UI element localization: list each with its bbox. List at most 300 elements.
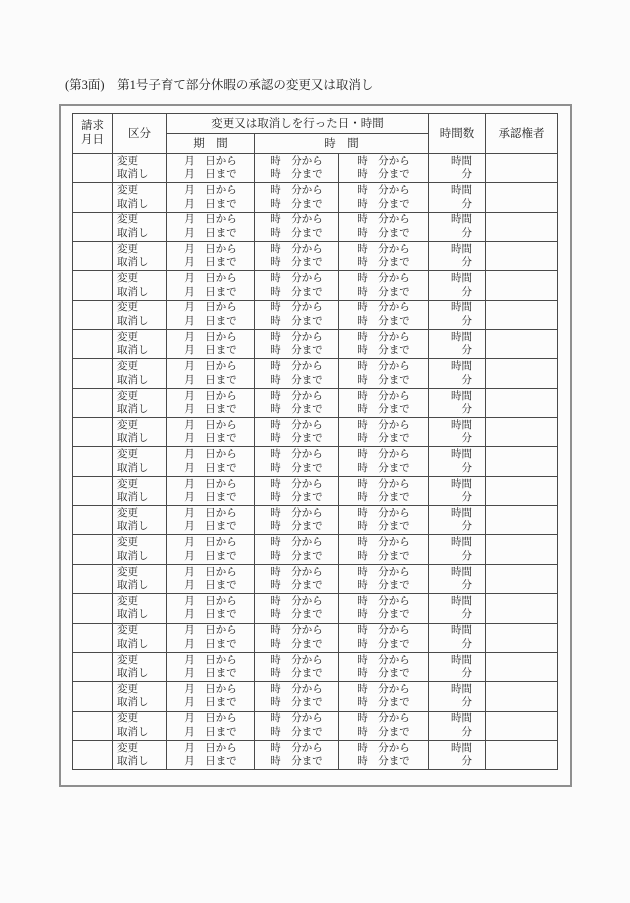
- hours-label: 時間: [451, 713, 473, 725]
- time-second-from-label: 時 分から: [357, 537, 410, 549]
- category-cell: [113, 300, 167, 329]
- minutes-label: 分: [461, 462, 473, 474]
- request-date-cell: [73, 623, 113, 652]
- time-second-from-label: 時 分から: [357, 566, 410, 578]
- minutes-label: 分: [461, 638, 473, 650]
- time-first-to-label: 時 分まで: [270, 579, 323, 591]
- request-date-cell: [73, 418, 113, 447]
- time-second-cell: [339, 388, 429, 417]
- time-first-to-label: 時 分まで: [270, 726, 323, 738]
- period-from-label: 月 日から: [184, 449, 237, 461]
- hours-cell: [429, 271, 486, 300]
- time-second-from-label: 時 分から: [357, 331, 410, 343]
- minutes-label: 分: [461, 491, 473, 503]
- hours-cell: [429, 418, 486, 447]
- category-change-label: 変更: [117, 331, 138, 343]
- category-cell: [113, 594, 167, 623]
- period-from-label: 月 日から: [184, 595, 237, 607]
- minutes-label: 分: [461, 697, 473, 709]
- category-cancel-label: 取消し: [117, 462, 149, 474]
- time-second-to-label: 時 分まで: [357, 257, 410, 269]
- period-from-label: 月 日から: [184, 273, 237, 285]
- period-cell: [167, 711, 255, 740]
- time-second-cell: [339, 652, 429, 681]
- period-cell: [167, 271, 255, 300]
- time-second-from-label: 時 分から: [357, 390, 410, 402]
- request-date-cell: [73, 212, 113, 241]
- time-second-to-label: 時 分まで: [357, 227, 410, 239]
- time-first-cell: [255, 154, 339, 183]
- time-second-from-label: 時 分から: [357, 742, 410, 754]
- header-category: 区分: [113, 114, 167, 154]
- period-to-label: 月 日まで: [184, 169, 237, 181]
- table-row: [73, 212, 558, 241]
- time-first-to-label: 時 分まで: [270, 374, 323, 386]
- time-second-to-label: 時 分まで: [357, 374, 410, 386]
- period-to-label: 月 日まで: [184, 638, 237, 650]
- time-second-to-label: 時 分まで: [357, 579, 410, 591]
- category-cell: [113, 359, 167, 388]
- time-first-to-label: 時 分まで: [270, 491, 323, 503]
- hours-label: 時間: [451, 390, 473, 402]
- time-second-cell: [339, 300, 429, 329]
- time-first-to-label: 時 分まで: [270, 286, 323, 298]
- time-second-to-label: 時 分まで: [357, 286, 410, 298]
- time-first-from-label: 時 分から: [270, 390, 323, 402]
- time-second-cell: [339, 271, 429, 300]
- category-cancel-label: 取消し: [117, 609, 149, 621]
- period-to-label: 月 日まで: [184, 668, 237, 680]
- page-title: (第3面) 第1号子育て部分休暇の承認の変更又は取消し: [65, 78, 374, 92]
- table-row: [73, 300, 558, 329]
- period-from-label: 月 日から: [184, 185, 237, 197]
- approver-cell: [486, 740, 558, 769]
- form-border: [59, 104, 572, 787]
- table-row: [73, 594, 558, 623]
- request-date-cell: [73, 594, 113, 623]
- category-cancel-label: 取消し: [117, 433, 149, 445]
- period-to-label: 月 日まで: [184, 462, 237, 474]
- leave-change-table: [72, 113, 558, 770]
- approver-cell: [486, 212, 558, 241]
- period-from-label: 月 日から: [184, 625, 237, 637]
- category-cancel-label: 取消し: [117, 257, 149, 269]
- hours-cell: [429, 711, 486, 740]
- category-cancel-label: 取消し: [117, 345, 149, 357]
- time-first-to-label: 時 分まで: [270, 638, 323, 650]
- period-to-label: 月 日まで: [184, 697, 237, 709]
- period-to-label: 月 日まで: [184, 257, 237, 269]
- time-first-from-label: 時 分から: [270, 273, 323, 285]
- hours-cell: [429, 564, 486, 593]
- category-cancel-label: 取消し: [117, 550, 149, 562]
- category-cancel-label: 取消し: [117, 169, 149, 181]
- time-first-to-label: 時 分まで: [270, 697, 323, 709]
- category-cancel-label: 取消し: [117, 638, 149, 650]
- period-cell: [167, 740, 255, 769]
- request-date-cell: [73, 183, 113, 212]
- header-request-date-line2: 月日: [81, 133, 104, 146]
- period-from-label: 月 日から: [184, 361, 237, 373]
- time-first-cell: [255, 271, 339, 300]
- table-row: [73, 271, 558, 300]
- time-first-to-label: 時 分まで: [270, 169, 323, 181]
- time-first-from-label: 時 分から: [270, 302, 323, 314]
- time-first-from-label: 時 分から: [270, 478, 323, 490]
- category-change-label: 変更: [117, 478, 138, 490]
- time-second-cell: [339, 476, 429, 505]
- category-change-label: 変更: [117, 390, 138, 402]
- category-cell: [113, 623, 167, 652]
- time-second-to-label: 時 分まで: [357, 462, 410, 474]
- time-second-cell: [339, 183, 429, 212]
- period-to-label: 月 日まで: [184, 726, 237, 738]
- period-cell: [167, 594, 255, 623]
- period-cell: [167, 506, 255, 535]
- period-cell: [167, 623, 255, 652]
- table-row: [73, 535, 558, 564]
- approver-cell: [486, 271, 558, 300]
- time-second-to-label: 時 分まで: [357, 550, 410, 562]
- approver-cell: [486, 300, 558, 329]
- category-change-label: 変更: [117, 361, 138, 373]
- hours-cell: [429, 447, 486, 476]
- period-cell: [167, 447, 255, 476]
- time-first-to-label: 時 分まで: [270, 198, 323, 210]
- period-to-label: 月 日まで: [184, 315, 237, 327]
- time-second-from-label: 時 分から: [357, 214, 410, 226]
- time-second-cell: [339, 594, 429, 623]
- time-second-to-label: 時 分まで: [357, 609, 410, 621]
- approver-cell: [486, 183, 558, 212]
- time-second-cell: [339, 623, 429, 652]
- request-date-cell: [73, 506, 113, 535]
- time-second-cell: [339, 740, 429, 769]
- request-date-cell: [73, 652, 113, 681]
- category-change-label: 変更: [117, 155, 138, 167]
- hours-cell: [429, 594, 486, 623]
- category-cancel-label: 取消し: [117, 286, 149, 298]
- table-row: [73, 183, 558, 212]
- request-date-cell: [73, 300, 113, 329]
- hours-label: 時間: [451, 273, 473, 285]
- minutes-label: 分: [461, 227, 473, 239]
- time-second-to-label: 時 分まで: [357, 345, 410, 357]
- category-cell: [113, 212, 167, 241]
- minutes-label: 分: [461, 579, 473, 591]
- period-from-label: 月 日から: [184, 243, 237, 255]
- period-cell: [167, 564, 255, 593]
- hours-cell: [429, 183, 486, 212]
- approver-cell: [486, 476, 558, 505]
- period-to-label: 月 日まで: [184, 198, 237, 210]
- request-date-cell: [73, 682, 113, 711]
- time-first-from-label: 時 分から: [270, 185, 323, 197]
- time-first-from-label: 時 分から: [270, 214, 323, 226]
- time-first-cell: [255, 564, 339, 593]
- period-cell: [167, 418, 255, 447]
- minutes-label: 分: [461, 315, 473, 327]
- period-cell: [167, 212, 255, 241]
- header-period: 期 間: [167, 134, 255, 154]
- table-body: [73, 154, 558, 770]
- minutes-label: 分: [461, 756, 473, 768]
- category-cell: [113, 242, 167, 271]
- time-first-cell: [255, 183, 339, 212]
- time-first-cell: [255, 682, 339, 711]
- time-second-cell: [339, 682, 429, 711]
- time-second-to-label: 時 分まで: [357, 638, 410, 650]
- time-first-cell: [255, 447, 339, 476]
- approver-cell: [486, 506, 558, 535]
- hours-cell: [429, 212, 486, 241]
- minutes-label: 分: [461, 374, 473, 386]
- time-second-to-label: 時 分まで: [357, 668, 410, 680]
- period-from-label: 月 日から: [184, 742, 237, 754]
- time-first-from-label: 時 分から: [270, 625, 323, 637]
- period-to-label: 月 日まで: [184, 609, 237, 621]
- time-first-cell: [255, 330, 339, 359]
- time-first-cell: [255, 535, 339, 564]
- category-cell: [113, 740, 167, 769]
- period-cell: [167, 242, 255, 271]
- minutes-label: 分: [461, 345, 473, 357]
- time-first-from-label: 時 分から: [270, 742, 323, 754]
- approver-cell: [486, 330, 558, 359]
- request-date-cell: [73, 242, 113, 271]
- approver-cell: [486, 359, 558, 388]
- hours-label: 時間: [451, 625, 473, 637]
- hours-label: 時間: [451, 683, 473, 695]
- hours-cell: [429, 535, 486, 564]
- category-cancel-label: 取消し: [117, 403, 149, 415]
- table-row: [73, 359, 558, 388]
- header-approver: 承認権者: [486, 114, 558, 154]
- time-first-from-label: 時 分から: [270, 683, 323, 695]
- time-second-cell: [339, 564, 429, 593]
- period-to-label: 月 日まで: [184, 286, 237, 298]
- time-first-from-label: 時 分から: [270, 155, 323, 167]
- time-first-to-label: 時 分まで: [270, 668, 323, 680]
- approver-cell: [486, 564, 558, 593]
- hours-label: 時間: [451, 419, 473, 431]
- time-first-from-label: 時 分から: [270, 595, 323, 607]
- time-second-to-label: 時 分まで: [357, 433, 410, 445]
- time-second-from-label: 時 分から: [357, 273, 410, 285]
- time-first-to-label: 時 分まで: [270, 345, 323, 357]
- hours-cell: [429, 623, 486, 652]
- category-change-label: 変更: [117, 302, 138, 314]
- approver-cell: [486, 154, 558, 183]
- category-change-label: 変更: [117, 449, 138, 461]
- period-from-label: 月 日から: [184, 390, 237, 402]
- category-cancel-label: 取消し: [117, 579, 149, 591]
- time-second-to-label: 時 分まで: [357, 198, 410, 210]
- header-datetime-group: 変更又は取消しを行った日・時間: [167, 114, 429, 134]
- request-date-cell: [73, 271, 113, 300]
- category-cell: [113, 183, 167, 212]
- category-cancel-label: 取消し: [117, 756, 149, 768]
- header-time: 時 間: [255, 134, 429, 154]
- approver-cell: [486, 388, 558, 417]
- time-first-to-label: 時 分まで: [270, 433, 323, 445]
- period-to-label: 月 日まで: [184, 521, 237, 533]
- approver-cell: [486, 418, 558, 447]
- time-second-from-label: 時 分から: [357, 302, 410, 314]
- time-second-cell: [339, 330, 429, 359]
- time-first-from-label: 時 分から: [270, 566, 323, 578]
- time-second-from-label: 時 分から: [357, 507, 410, 519]
- time-first-from-label: 時 分から: [270, 331, 323, 343]
- hours-label: 時間: [451, 537, 473, 549]
- approver-cell: [486, 682, 558, 711]
- time-second-from-label: 時 分から: [357, 654, 410, 666]
- category-cell: [113, 154, 167, 183]
- category-change-label: 変更: [117, 625, 138, 637]
- period-from-label: 月 日から: [184, 214, 237, 226]
- category-change-label: 変更: [117, 537, 138, 549]
- time-first-to-label: 時 分まで: [270, 257, 323, 269]
- request-date-cell: [73, 359, 113, 388]
- period-from-label: 月 日から: [184, 713, 237, 725]
- request-date-cell: [73, 564, 113, 593]
- category-cell: [113, 652, 167, 681]
- minutes-label: 分: [461, 668, 473, 680]
- period-from-label: 月 日から: [184, 683, 237, 695]
- time-second-to-label: 時 分まで: [357, 697, 410, 709]
- time-first-from-label: 時 分から: [270, 361, 323, 373]
- category-cancel-label: 取消し: [117, 697, 149, 709]
- category-change-label: 変更: [117, 566, 138, 578]
- category-cell: [113, 418, 167, 447]
- category-change-label: 変更: [117, 243, 138, 255]
- period-cell: [167, 183, 255, 212]
- hours-cell: [429, 242, 486, 271]
- request-date-cell: [73, 711, 113, 740]
- category-cancel-label: 取消し: [117, 315, 149, 327]
- header-request-date: [73, 114, 113, 154]
- period-to-label: 月 日まで: [184, 345, 237, 357]
- hours-cell: [429, 652, 486, 681]
- hours-cell: [429, 359, 486, 388]
- table-row: [73, 711, 558, 740]
- period-to-label: 月 日まで: [184, 756, 237, 768]
- time-first-cell: [255, 652, 339, 681]
- time-second-to-label: 時 分まで: [357, 521, 410, 533]
- minutes-label: 分: [461, 169, 473, 181]
- table-header: [73, 114, 558, 154]
- header-hours: 時間数: [429, 114, 486, 154]
- hours-cell: [429, 506, 486, 535]
- category-change-label: 変更: [117, 214, 138, 226]
- minutes-label: 分: [461, 198, 473, 210]
- period-from-label: 月 日から: [184, 419, 237, 431]
- minutes-label: 分: [461, 726, 473, 738]
- time-first-cell: [255, 711, 339, 740]
- table-row: [73, 154, 558, 183]
- time-second-from-label: 時 分から: [357, 155, 410, 167]
- time-second-to-label: 時 分まで: [357, 315, 410, 327]
- time-second-to-label: 時 分まで: [357, 169, 410, 181]
- category-change-label: 変更: [117, 742, 138, 754]
- time-second-to-label: 時 分まで: [357, 403, 410, 415]
- period-from-label: 月 日から: [184, 478, 237, 490]
- period-to-label: 月 日まで: [184, 550, 237, 562]
- hours-cell: [429, 154, 486, 183]
- time-second-cell: [339, 212, 429, 241]
- table-row: [73, 476, 558, 505]
- time-first-from-label: 時 分から: [270, 449, 323, 461]
- approver-cell: [486, 711, 558, 740]
- approver-cell: [486, 623, 558, 652]
- period-cell: [167, 388, 255, 417]
- period-to-label: 月 日まで: [184, 433, 237, 445]
- time-first-to-label: 時 分まで: [270, 521, 323, 533]
- category-change-label: 変更: [117, 507, 138, 519]
- time-second-cell: [339, 506, 429, 535]
- hours-label: 時間: [451, 214, 473, 226]
- period-from-label: 月 日から: [184, 331, 237, 343]
- approver-cell: [486, 447, 558, 476]
- time-second-cell: [339, 447, 429, 476]
- hours-label: 時間: [451, 742, 473, 754]
- time-first-from-label: 時 分から: [270, 507, 323, 519]
- time-first-from-label: 時 分から: [270, 537, 323, 549]
- time-first-cell: [255, 594, 339, 623]
- hours-label: 時間: [451, 595, 473, 607]
- category-cell: [113, 388, 167, 417]
- minutes-label: 分: [461, 550, 473, 562]
- minutes-label: 分: [461, 609, 473, 621]
- period-cell: [167, 652, 255, 681]
- hours-label: 時間: [451, 449, 473, 461]
- category-change-label: 変更: [117, 654, 138, 666]
- table-row: [73, 623, 558, 652]
- time-second-cell: [339, 418, 429, 447]
- time-first-to-label: 時 分まで: [270, 609, 323, 621]
- time-second-cell: [339, 711, 429, 740]
- hours-label: 時間: [451, 566, 473, 578]
- period-cell: [167, 682, 255, 711]
- time-second-to-label: 時 分まで: [357, 756, 410, 768]
- time-second-from-label: 時 分から: [357, 625, 410, 637]
- time-second-from-label: 時 分から: [357, 449, 410, 461]
- period-cell: [167, 300, 255, 329]
- hours-label: 時間: [451, 507, 473, 519]
- request-date-cell: [73, 740, 113, 769]
- time-second-from-label: 時 分から: [357, 478, 410, 490]
- time-second-to-label: 時 分まで: [357, 726, 410, 738]
- table-row: [73, 447, 558, 476]
- time-first-cell: [255, 623, 339, 652]
- time-first-from-label: 時 分から: [270, 654, 323, 666]
- time-second-from-label: 時 分から: [357, 595, 410, 607]
- time-second-from-label: 時 分から: [357, 185, 410, 197]
- category-change-label: 変更: [117, 185, 138, 197]
- category-cell: [113, 535, 167, 564]
- category-cell: [113, 476, 167, 505]
- period-to-label: 月 日まで: [184, 579, 237, 591]
- time-second-from-label: 時 分から: [357, 243, 410, 255]
- time-first-cell: [255, 740, 339, 769]
- category-cancel-label: 取消し: [117, 726, 149, 738]
- time-first-cell: [255, 359, 339, 388]
- category-cancel-label: 取消し: [117, 521, 149, 533]
- request-date-cell: [73, 447, 113, 476]
- category-cell: [113, 330, 167, 359]
- category-cancel-label: 取消し: [117, 668, 149, 680]
- table-row: [73, 652, 558, 681]
